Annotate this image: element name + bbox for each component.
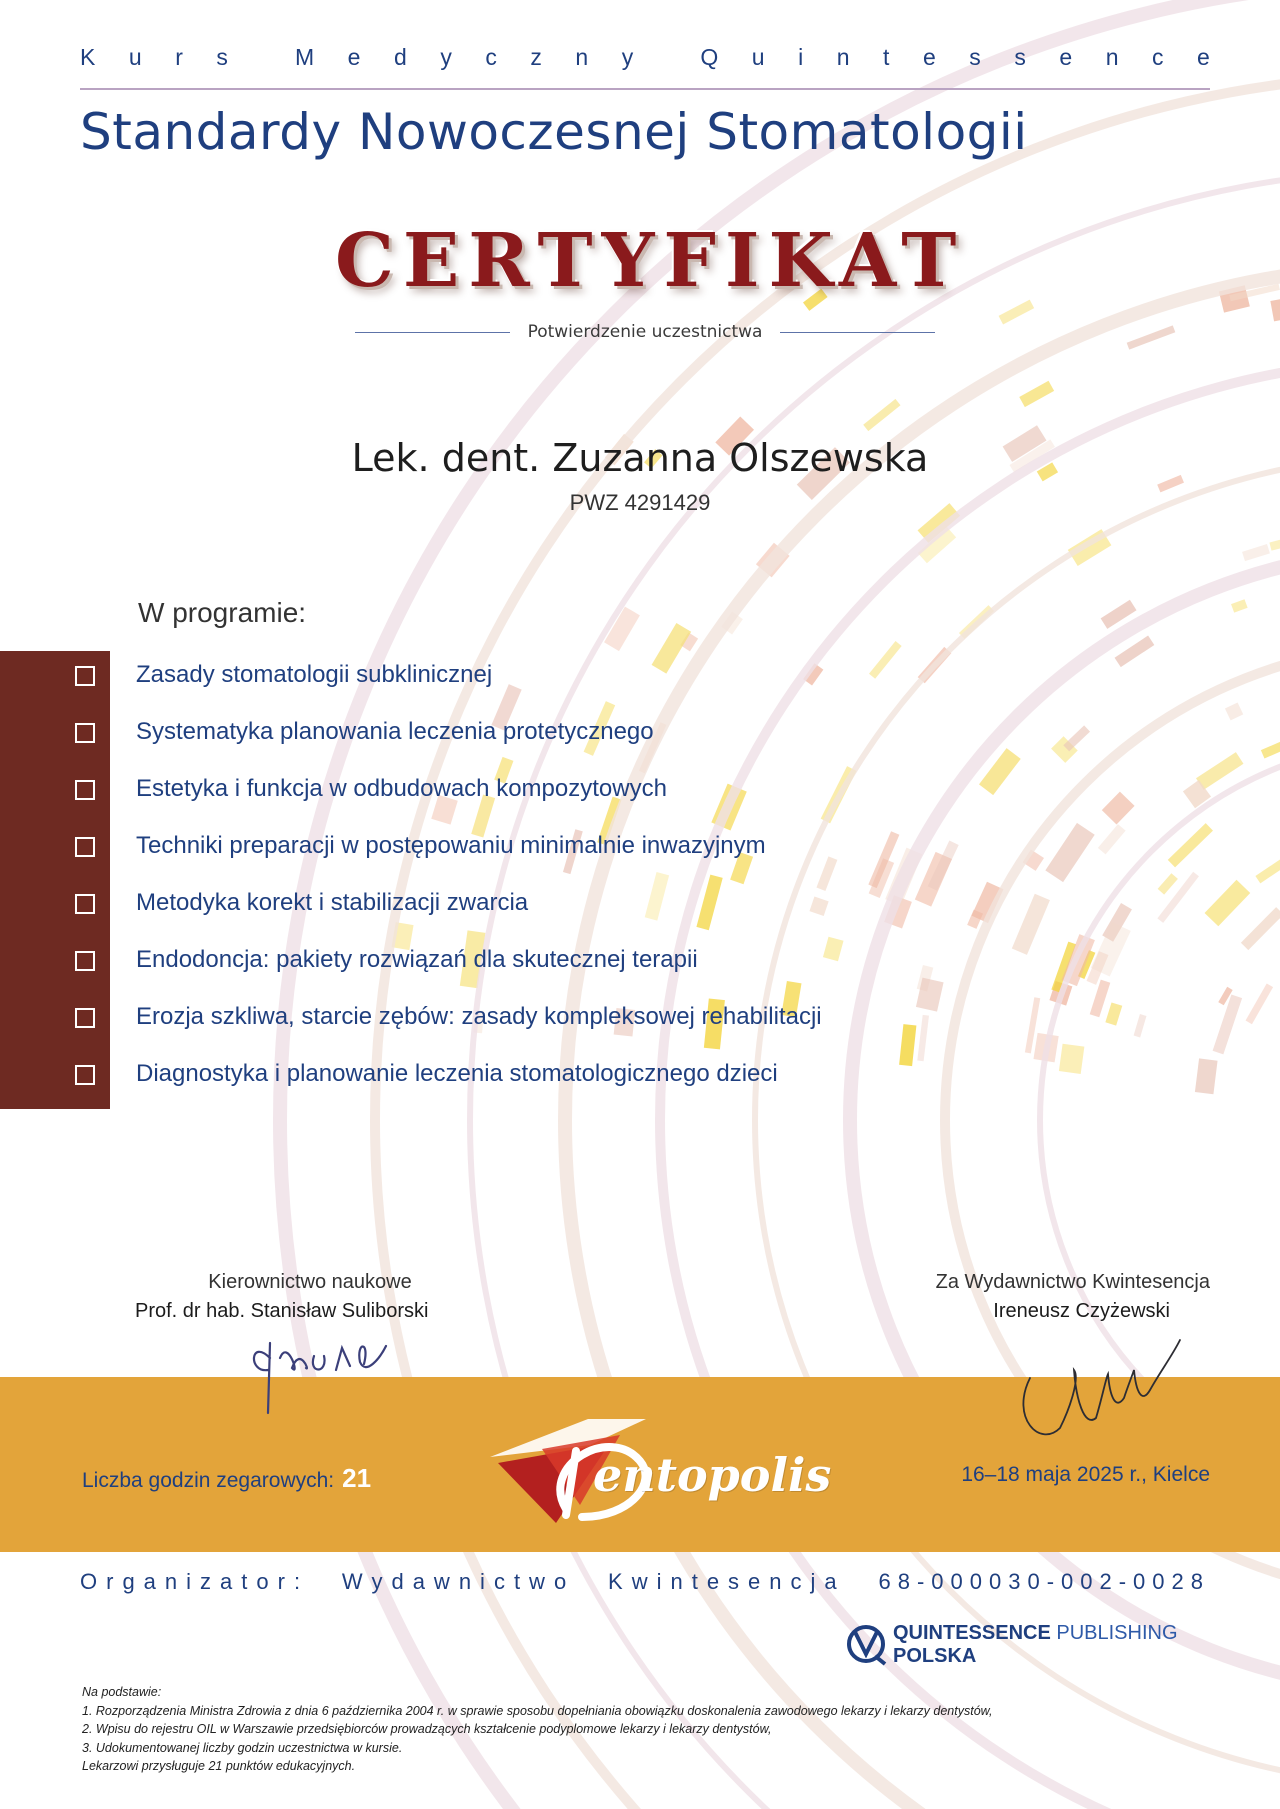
course-letter: Q	[700, 44, 719, 70]
organizer-word: Kwintesencja	[608, 1569, 846, 1594]
quintessence-logo-light: PUBLISHING	[1050, 1622, 1178, 1644]
decor-block	[1105, 1002, 1122, 1025]
decor-block	[1195, 1058, 1218, 1094]
course-letter: e	[1059, 44, 1073, 70]
decor-block	[1090, 980, 1111, 1018]
event-date-location: 16–18 maja 2025 r., Kielce	[961, 1463, 1210, 1486]
checkbox[interactable]	[75, 666, 95, 686]
checkbox[interactable]	[75, 951, 95, 971]
program-item	[0, 822, 1000, 872]
course-letter: z	[530, 44, 542, 70]
organizer-word: Wydawnictwo	[341, 1569, 576, 1594]
organizer-word: 68-000030-002-0028	[878, 1569, 1210, 1594]
decor-block	[1205, 880, 1251, 926]
header-divider	[80, 88, 1210, 90]
course-letter: s	[216, 44, 228, 70]
checkbox[interactable]	[75, 780, 95, 800]
quintessence-logo-bold: QUINTESSENCE	[893, 1622, 1051, 1644]
program-item-label: Estetyka i funkcja w odbudowach kompozytowych	[136, 775, 667, 802]
course-letter: u	[128, 44, 142, 70]
page-title: Standardy Nowoczesnej Stomatologii	[80, 103, 1028, 161]
decor-block	[1231, 599, 1248, 612]
program-item	[0, 765, 1000, 815]
program-item-label: Techniki preparacji w postępowaniu minimalnie inwazyjnym	[136, 832, 766, 859]
certificate-word: CERTYFIKAT	[335, 218, 966, 304]
course-letter: c	[485, 44, 497, 70]
program-item	[0, 936, 1000, 986]
footer-line: 1. Rozporządzenia Ministra Zdrowia z dnia 6 października 2004 r. w sprawie sposobu dopełniania obowiązku doskonalenia zawodowego lekarzy i lekarzy dentystów,	[82, 1703, 993, 1718]
decor-block	[1246, 983, 1274, 1024]
program-item-label: Systematyka planowania leczenia protetycznego	[136, 718, 654, 745]
course-letter: n	[575, 44, 589, 70]
course-letter: M	[294, 44, 315, 70]
publisher-representative-name: Ireneusz Czyżewski	[993, 1300, 1170, 1322]
decor-block	[863, 399, 900, 431]
footer-line: Lekarzowi przysługuje 21 punktów edukacyjnych.	[82, 1759, 356, 1773]
course-letter: y	[440, 44, 452, 70]
course-letter: K	[80, 44, 96, 70]
decor-block	[1102, 792, 1135, 825]
course-letter: n	[836, 44, 850, 70]
checkbox[interactable]	[75, 837, 95, 857]
course-letter: d	[394, 44, 407, 70]
course-letter: s	[969, 44, 981, 70]
scientific-director-role: Kierownictwo naukowe	[208, 1271, 412, 1293]
footer-line: 2. Wpisu do rejestru OIL w Warszawie przedsiębiorców prowadzących kształcenie podyplomowe lekarzy i lekarzy dentystów,	[82, 1722, 772, 1736]
course-letter: t	[883, 44, 890, 70]
course-line	[80, 44, 1210, 71]
divider	[780, 332, 935, 333]
program-item	[0, 993, 1000, 1043]
certificate-subtitle: Potwierdzenie uczestnictwa	[527, 322, 763, 342]
organizer-line	[80, 1569, 1210, 1595]
checkbox[interactable]	[75, 1065, 95, 1085]
quintessence-logo	[845, 1620, 1210, 1670]
decor-block	[1241, 907, 1280, 950]
program-item-label: Diagnostyka i planowanie leczenia stomatologicznego dzieci	[136, 1060, 778, 1087]
course-letter: r	[175, 44, 183, 70]
participant-pwz: PWZ 4291429	[569, 490, 711, 515]
program-item	[0, 879, 1000, 929]
divider	[355, 332, 510, 333]
decor-block	[1225, 702, 1243, 720]
decor-block	[1269, 535, 1280, 551]
publisher-representative-role: Za Wydawnictwo Kwintesencja	[935, 1271, 1210, 1293]
course-letter: i	[798, 44, 804, 70]
course-letter: s	[1014, 44, 1026, 70]
subtitle-row	[355, 322, 935, 342]
decor-block	[1134, 1014, 1147, 1037]
decor-block	[1213, 994, 1243, 1054]
hours-label: Liczba godzin zegarowych:	[82, 1469, 335, 1492]
signature-suliborski	[240, 1318, 450, 1418]
footer-line: 3. Udokumentowanej liczby godzin uczestnictwa w kursie.	[82, 1740, 403, 1755]
decor-block	[1270, 292, 1280, 321]
decor-block	[1059, 1044, 1084, 1074]
program-item-label: Endodoncja: pakiety rozwiązań dla skutecznej terapii	[136, 946, 698, 973]
program-item-label: Erozja szkliwa, starcie zębów: zasady kompleksowej rehabilitacji	[136, 1003, 822, 1030]
decor-block	[1091, 922, 1131, 976]
decor-block	[1127, 325, 1176, 349]
checkbox[interactable]	[75, 723, 95, 743]
footer-line: Na podstawie:	[82, 1685, 162, 1699]
checkbox[interactable]	[75, 894, 95, 914]
course-letter: e	[347, 44, 361, 70]
decor-block	[999, 300, 1035, 325]
quintessence-logo-line1	[893, 1622, 1178, 1645]
course-letter: n	[1105, 44, 1119, 70]
certificate-wordmark	[335, 218, 966, 318]
hours-value: 21	[342, 1463, 372, 1493]
program-item	[0, 708, 1000, 758]
signature-czyzewski	[1000, 1318, 1200, 1468]
decor-block	[1261, 739, 1280, 759]
course-letter: e	[1197, 44, 1210, 70]
scientific-director-name: Prof. dr hab. Stanisław Suliborski	[135, 1300, 429, 1322]
participant-name: Lek. dent. Zuzanna Olszewska	[351, 436, 929, 480]
decor-block	[1157, 475, 1184, 492]
decor-block	[1012, 894, 1050, 955]
course-letter: u	[751, 44, 765, 70]
hours-count	[82, 1463, 371, 1494]
course-letter: e	[922, 44, 936, 70]
decor-block	[1098, 824, 1126, 854]
dentopolis-logo-text: entopolis	[593, 1448, 832, 1502]
program-item-label: Zasady stomatologii subklinicznej	[136, 661, 493, 688]
quintessence-q-icon	[845, 1622, 889, 1666]
course-letter: y	[621, 44, 634, 70]
program-item	[0, 651, 1000, 701]
program-heading: W programie:	[138, 597, 307, 628]
decor-block	[1045, 823, 1094, 882]
decor-block	[1255, 851, 1280, 884]
decor-block	[1158, 873, 1178, 894]
decor-block	[1063, 725, 1090, 751]
checkbox[interactable]	[75, 1008, 95, 1028]
quintessence-logo-line2: POLSKA	[893, 1645, 977, 1667]
course-letter: c	[1152, 44, 1164, 70]
decor-block	[1157, 872, 1199, 923]
legal-footer	[82, 1683, 1212, 1776]
organizer-word: Organizator:	[80, 1569, 310, 1594]
program-item-label: Metodyka korekt i stabilizacji zwarcia	[136, 889, 529, 916]
program-item	[0, 1050, 1000, 1100]
decor-block	[1019, 381, 1054, 407]
decor-block	[1242, 544, 1270, 561]
